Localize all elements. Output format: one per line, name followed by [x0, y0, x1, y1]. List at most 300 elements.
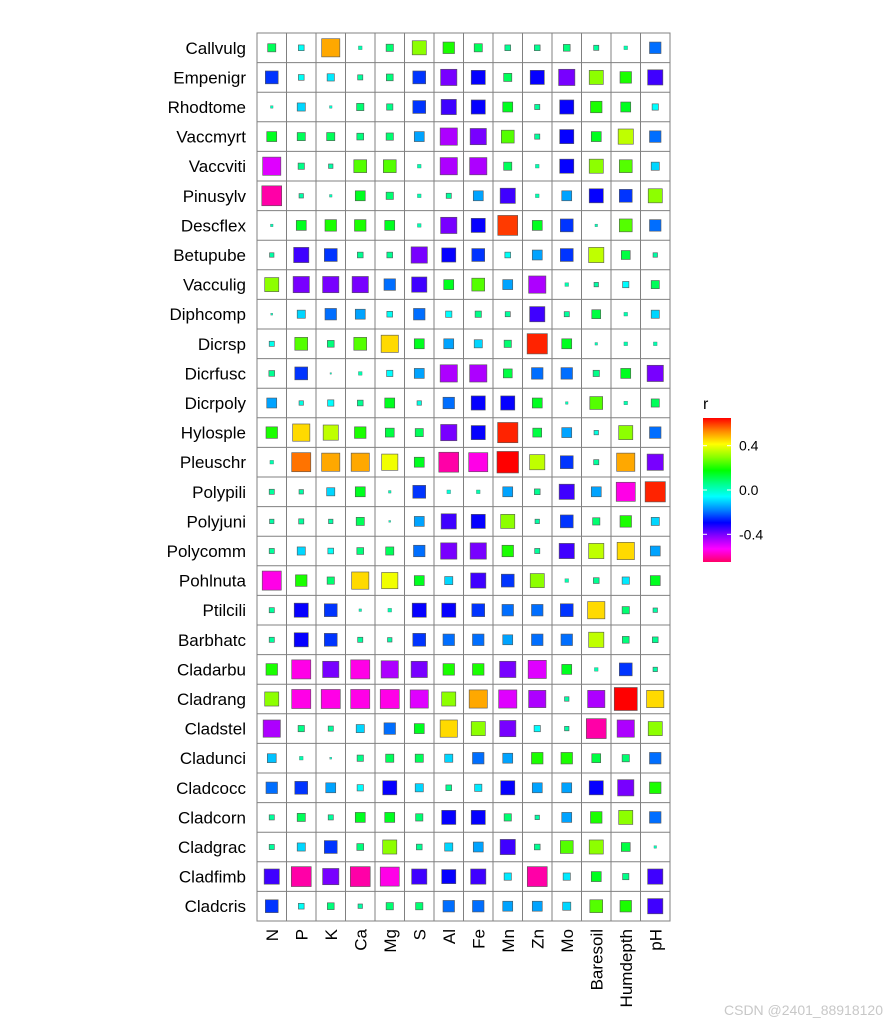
- cell-Cladunci-Al: [445, 754, 453, 762]
- row-label: Polypili: [192, 482, 246, 502]
- cell-Pinusylv-Mo: [562, 191, 572, 201]
- cell-Vacculig-K: [323, 276, 339, 292]
- cell-Polycomm-Fe: [470, 543, 486, 559]
- cell-Betupube-K: [324, 249, 337, 262]
- cell-Polycomm-P: [297, 547, 305, 555]
- cell-Cladrang-P: [292, 689, 311, 708]
- cell-Vacculig-Al: [444, 280, 454, 290]
- cell-Dicrfusc-S: [414, 368, 424, 378]
- cell-Cladrang-S: [410, 690, 428, 708]
- row-label: Cladstel: [184, 719, 246, 739]
- cell-Callvulg-pH: [650, 42, 662, 54]
- cell-Callvulg-Fe: [474, 44, 482, 52]
- cell-Pinusylv-K: [329, 195, 332, 198]
- cell-Hylosple-P: [293, 424, 310, 441]
- cell-Cladcris-Humdepth: [620, 900, 632, 912]
- cell-Ptilcili-S: [412, 603, 426, 617]
- cell-Dicrfusc-Mn: [503, 369, 512, 378]
- cell-Diphcomp-P: [297, 310, 305, 318]
- cell-Cladcorn-Zn: [535, 815, 539, 819]
- cell-Polycomm-Mo: [559, 543, 574, 558]
- cell-Cladcocc-K: [326, 783, 336, 793]
- row-label: Vaccmyrt: [176, 127, 246, 147]
- cell-Vaccviti-Humdepth: [619, 160, 632, 173]
- column-label: Al: [439, 929, 459, 945]
- cell-Cladarbu-Fe: [473, 664, 485, 676]
- cell-Cladcocc-Al: [446, 785, 452, 791]
- cell-Dicrfusc-Al: [440, 365, 457, 382]
- cell-Cladgrac-Mo: [560, 841, 573, 854]
- cell-Cladcris-Al: [443, 900, 455, 912]
- cell-Cladrang-Zn: [529, 690, 546, 707]
- cell-Polypili-Mg: [388, 491, 391, 494]
- cell-Vacculig-Mg: [384, 279, 396, 291]
- cell-Cladunci-P: [299, 756, 303, 760]
- cell-Callvulg-Mn: [505, 45, 511, 51]
- cell-Vacculig-Zn: [529, 276, 546, 293]
- cell-Diphcomp-Al: [446, 311, 452, 317]
- cell-Cladcocc-N: [266, 782, 278, 794]
- cell-Cladrang-Al: [442, 692, 456, 706]
- cell-Cladgrac-Mn: [500, 839, 515, 854]
- cell-Barbhatc-pH: [652, 637, 658, 643]
- cell-Polypili-N: [269, 489, 274, 494]
- cell-Vaccmyrt-Mg: [386, 133, 393, 140]
- cell-Cladcocc-Ca: [357, 785, 363, 791]
- cell-Polyjuni-Mo: [560, 515, 573, 528]
- cell-Betupube-Ca: [357, 252, 363, 258]
- cell-Polypili-Mo: [559, 484, 574, 499]
- cell-Cladgrac-K: [324, 841, 337, 854]
- cell-Polyjuni-Ca: [356, 517, 364, 525]
- row-label: Pleuschr: [179, 453, 246, 473]
- cell-Empenigr-S: [413, 71, 426, 84]
- cell-Cladrang-Mg: [380, 689, 399, 708]
- cell-Cladcocc-Baresoil: [589, 781, 603, 795]
- cell-Betupube-N: [270, 253, 274, 257]
- cell-Polypili-Ca: [355, 487, 365, 497]
- cell-Cladunci-S: [415, 754, 423, 762]
- cell-Vaccmyrt-Fe: [470, 128, 486, 144]
- cell-Polypili-K: [327, 488, 335, 496]
- cell-Callvulg-N: [268, 44, 276, 52]
- cell-Vaccviti-Zn: [535, 164, 539, 168]
- cell-Cladunci-Ca: [357, 755, 363, 761]
- cell-Cladfimb-Baresoil: [591, 872, 601, 882]
- cell-Cladrang-Fe: [469, 690, 487, 708]
- cell-Cladunci-pH: [650, 752, 662, 764]
- cell-Vaccviti-Al: [440, 158, 457, 175]
- column-label: S: [410, 929, 430, 941]
- cell-Cladfimb-Mn: [504, 873, 511, 880]
- watermark: CSDN @2401_88918120: [724, 1002, 883, 1018]
- column-label: P: [292, 929, 312, 941]
- cell-Polycomm-Al: [441, 543, 457, 559]
- cell-Descflex-Baresoil: [595, 224, 598, 227]
- cell-Cladarbu-Zn: [528, 660, 546, 678]
- cell-Diphcomp-Humdepth: [624, 312, 628, 316]
- cell-Polycomm-Baresoil: [589, 543, 604, 558]
- cell-Polyjuni-Mg: [389, 520, 391, 522]
- cell-Ptilcili-pH: [653, 608, 657, 612]
- cell-Callvulg-Baresoil: [594, 45, 599, 50]
- cell-Descflex-pH: [650, 220, 662, 232]
- row-label: Cladarbu: [177, 660, 246, 680]
- cell-Descflex-Fe: [471, 218, 485, 232]
- cell-Hylosple-S: [415, 429, 423, 437]
- column-label: Mn: [498, 929, 518, 953]
- cell-Pleuschr-Mo: [560, 456, 573, 469]
- cell-Cladstel-Fe: [471, 722, 485, 736]
- legend-title: r: [703, 396, 709, 413]
- cell-Dicrpoly-Mn: [501, 396, 515, 410]
- cell-Polycomm-Humdepth: [617, 542, 634, 559]
- cell-Cladcorn-N: [269, 815, 274, 820]
- cell-Barbhatc-Mg: [388, 638, 392, 642]
- cell-Pohlnuta-Al: [445, 577, 453, 585]
- cell-Cladgrac-Zn: [534, 844, 540, 850]
- cell-Vaccmyrt-N: [267, 132, 277, 142]
- cell-Cladgrac-Mg: [383, 840, 397, 854]
- cell-Polyjuni-K: [329, 519, 333, 523]
- cell-Ptilcili-Al: [442, 603, 456, 617]
- row-label: Cladrang: [177, 690, 246, 709]
- cell-Rhodtome-Baresoil: [591, 101, 603, 113]
- cell-Hylosple-Mg: [385, 428, 394, 437]
- cell-Dicrfusc-Ca: [358, 372, 362, 376]
- cell-Hylosple-Al: [441, 424, 457, 440]
- cell-Dicrsp-pH: [653, 342, 657, 346]
- cell-Cladstel-Humdepth: [617, 720, 634, 737]
- cell-Rhodtome-P: [297, 103, 305, 111]
- cell-Pleuschr-Baresoil: [594, 460, 599, 465]
- cell-Cladarbu-Al: [443, 664, 455, 676]
- cell-Polypili-S: [413, 485, 426, 498]
- cell-Dicrfusc-Zn: [532, 368, 544, 380]
- cell-Barbhatc-Mn: [503, 635, 513, 645]
- cell-Pinusylv-pH: [648, 189, 662, 203]
- cell-Barbhatc-Baresoil: [589, 632, 604, 647]
- cell-Callvulg-Humdepth: [624, 46, 628, 50]
- cell-Rhodtome-Humdepth: [621, 102, 631, 112]
- row-label: Polycomm: [166, 542, 246, 561]
- cell-Cladcorn-pH: [650, 812, 662, 824]
- cell-Pohlnuta-Humdepth: [622, 577, 629, 584]
- row-label: Barbhatc: [177, 630, 246, 650]
- cell-Cladfimb-pH: [648, 869, 663, 884]
- cell-Cladarbu-Mn: [500, 661, 516, 677]
- cell-Vaccviti-S: [417, 164, 421, 168]
- cell-Dicrfusc-Humdepth: [621, 368, 631, 378]
- cell-Descflex-Zn: [532, 220, 542, 230]
- cell-Pohlnuta-K: [327, 577, 334, 584]
- cell-Polycomm-N: [269, 548, 274, 553]
- cell-Dicrpoly-Baresoil: [590, 397, 603, 410]
- cell-Rhodtome-Ca: [357, 103, 364, 110]
- cell-Cladunci-K: [330, 757, 332, 759]
- cell-Pinusylv-Humdepth: [619, 189, 632, 202]
- cell-Pleuschr-Mg: [382, 454, 398, 470]
- cell-Cladcorn-S: [416, 814, 423, 821]
- cell-Vaccmyrt-K: [327, 133, 335, 141]
- cell-Cladarbu-Baresoil: [594, 668, 598, 672]
- cell-Vaccviti-Mg: [383, 160, 396, 173]
- cell-Barbhatc-Zn: [532, 634, 544, 646]
- cell-Dicrpoly-N: [267, 398, 277, 408]
- cell-Polypili-Al: [447, 490, 451, 494]
- cell-Cladunci-N: [267, 754, 276, 763]
- cell-Cladfimb-Mg: [380, 867, 399, 886]
- row-label: Cladcorn: [177, 808, 246, 828]
- cell-Vaccmyrt-Al: [440, 128, 457, 145]
- cell-Cladarbu-K: [323, 661, 339, 677]
- cell-Cladcorn-Mg: [385, 812, 395, 822]
- column-label: N: [262, 929, 282, 942]
- cell-Dicrsp-K: [327, 340, 334, 347]
- cell-Polyjuni-Al: [441, 514, 456, 529]
- cell-Cladfimb-K: [323, 868, 339, 884]
- cell-Pleuschr-K: [322, 453, 340, 471]
- cell-Cladcorn-Mn: [504, 814, 511, 821]
- cell-Dicrsp-Ca: [354, 337, 367, 350]
- cell-Callvulg-Al: [443, 42, 455, 54]
- cell-Ptilcili-Zn: [532, 604, 544, 616]
- column-label: Humdepth: [616, 929, 636, 1008]
- cell-Cladrang-Baresoil: [588, 690, 605, 707]
- cell-Barbhatc-Mo: [561, 634, 573, 646]
- cell-Polyjuni-N: [270, 519, 274, 523]
- cell-Pohlnuta-Mg: [382, 572, 398, 588]
- cell-Cladarbu-Ca: [351, 660, 370, 679]
- cell-Empenigr-Mn: [504, 73, 512, 81]
- row-label: Ptilcili: [202, 601, 246, 621]
- cell-Callvulg-P: [298, 45, 304, 51]
- cell-Ptilcili-Fe: [472, 604, 485, 617]
- cell-Vaccviti-K: [329, 164, 333, 168]
- cell-Diphcomp-K: [325, 308, 337, 320]
- cell-Vaccviti-Fe: [470, 158, 487, 175]
- cell-Dicrfusc-N: [269, 371, 275, 377]
- cell-Pinusylv-N: [262, 186, 282, 206]
- cell-Dicrsp-Mg: [381, 335, 398, 352]
- cell-Cladarbu-N: [266, 664, 278, 676]
- cell-Cladstel-P: [298, 725, 304, 731]
- cell-Cladcorn-Fe: [471, 810, 485, 824]
- cell-Cladcris-Mn: [503, 901, 513, 911]
- cell-Rhodtome-Al: [441, 99, 456, 114]
- cell-Ptilcili-Humdepth: [622, 607, 629, 614]
- legend-colorbar: [703, 418, 731, 562]
- cell-Cladfimb-Al: [442, 870, 456, 884]
- cell-Cladrang-N: [265, 692, 279, 706]
- cell-Pohlnuta-S: [414, 576, 424, 586]
- cell-Rhodtome-N: [270, 106, 273, 109]
- cell-Polypili-Mn: [503, 487, 513, 497]
- cell-Pinusylv-P: [299, 194, 303, 198]
- cell-Empenigr-Baresoil: [589, 70, 603, 84]
- cell-Polypili-P: [299, 490, 303, 494]
- cell-Polycomm-Zn: [535, 548, 540, 553]
- color-legend: [703, 396, 763, 562]
- cell-Cladarbu-S: [411, 661, 427, 677]
- cell-Pohlnuta-Baresoil: [593, 578, 599, 584]
- cell-Descflex-K: [325, 220, 337, 232]
- cell-Pleuschr-S: [414, 457, 424, 467]
- cell-Cladcris-K: [327, 903, 334, 910]
- cell-Cladstel-Mo: [565, 726, 569, 730]
- cell-Cladrang-pH: [647, 690, 664, 707]
- cell-Cladcocc-Fe: [475, 784, 482, 791]
- cell-Dicrfusc-pH: [647, 365, 663, 381]
- cell-Ptilcili-Mo: [560, 604, 573, 617]
- cell-Cladunci-Zn: [532, 752, 544, 764]
- row-label: Vaccviti: [188, 157, 246, 177]
- cell-Polypili-Zn: [534, 489, 540, 495]
- cell-Vacculig-Mo: [565, 283, 569, 287]
- cell-Cladfimb-Ca: [350, 867, 370, 887]
- cell-Pinusylv-Mn: [500, 188, 515, 203]
- cell-Cladstel-pH: [648, 722, 662, 736]
- cell-Vaccviti-P: [298, 163, 304, 169]
- cell-Pohlnuta-Zn: [530, 574, 544, 588]
- cell-Callvulg-Zn: [534, 45, 540, 51]
- cell-Dicrpoly-S: [417, 401, 421, 405]
- cell-Empenigr-Ca: [358, 75, 363, 80]
- row-label: Cladcris: [184, 897, 246, 917]
- cell-Cladcorn-Mo: [562, 812, 572, 822]
- column-label: K: [321, 929, 341, 941]
- cell-Dicrpoly-Mg: [385, 398, 395, 408]
- cell-Cladrang-Mo: [565, 697, 569, 701]
- cell-Rhodtome-pH: [652, 104, 658, 110]
- cell-Cladgrac-P: [297, 843, 305, 851]
- cell-Descflex-P: [296, 220, 306, 230]
- cell-Hylosple-Baresoil: [594, 430, 598, 434]
- cell-Vaccmyrt-Humdepth: [618, 129, 633, 144]
- cell-Polyjuni-Baresoil: [593, 518, 600, 525]
- cell-Vaccmyrt-S: [414, 132, 424, 142]
- cell-Dicrsp-N: [269, 341, 274, 346]
- cell-Betupube-pH: [653, 253, 657, 257]
- cell-Empenigr-Zn: [530, 70, 544, 84]
- cell-Diphcomp-N: [271, 313, 273, 315]
- cell-Descflex-Humdepth: [619, 219, 632, 232]
- cell-Diphcomp-S: [414, 308, 426, 320]
- cell-Polypili-pH: [645, 482, 665, 502]
- cell-Dicrpoly-Ca: [357, 400, 363, 406]
- cell-Vaccviti-pH: [651, 162, 659, 170]
- cell-Vaccviti-N: [263, 157, 281, 175]
- cell-Cladcorn-Humdepth: [619, 810, 633, 824]
- cell-Diphcomp-Zn: [530, 307, 545, 322]
- cell-Rhodtome-Mo: [560, 100, 574, 114]
- cell-Rhodtome-S: [413, 101, 426, 114]
- cell-Descflex-Al: [441, 217, 457, 233]
- cell-Cladfimb-N: [264, 869, 279, 884]
- cell-Vaccviti-Mn: [504, 162, 512, 170]
- cell-Pinusylv-Fe: [473, 191, 483, 201]
- cell-Ptilcili-P: [294, 603, 308, 617]
- cell-Ptilcili-Baresoil: [588, 602, 605, 619]
- cell-Polyjuni-P: [299, 519, 304, 524]
- row-label: Rhodtome: [167, 98, 246, 117]
- cell-Hylosple-Fe: [471, 426, 485, 440]
- cell-Hylosple-Mo: [562, 428, 572, 438]
- cell-Pohlnuta-N: [262, 571, 281, 590]
- column-label: Fe: [469, 929, 489, 949]
- cell-Cladrang-Humdepth: [614, 688, 637, 711]
- cell-Vaccmyrt-Baresoil: [591, 132, 601, 142]
- cell-Cladcorn-Baresoil: [591, 812, 603, 824]
- cell-Pinusylv-Al: [446, 193, 451, 198]
- cell-Empenigr-P: [298, 75, 304, 81]
- cell-Dicrpoly-Mo: [565, 402, 568, 405]
- cell-Callvulg-K: [322, 39, 340, 57]
- cell-Polyjuni-Fe: [471, 514, 485, 528]
- cell-Pleuschr-Ca: [351, 453, 369, 471]
- cell-Cladfimb-Zn: [527, 867, 547, 887]
- cell-Diphcomp-Fe: [475, 311, 481, 317]
- cell-Cladunci-Humdepth: [622, 755, 629, 762]
- cell-Pleuschr-P: [292, 453, 311, 472]
- cell-Cladstel-Mn: [500, 720, 516, 736]
- cell-Dicrsp-Baresoil: [595, 343, 598, 346]
- cell-Barbhatc-N: [269, 637, 274, 642]
- cell-Pleuschr-Al: [439, 452, 459, 472]
- cell-Vacculig-Humdepth: [623, 281, 629, 287]
- cell-Cladstel-N: [263, 720, 280, 737]
- cell-Rhodtome-Mg: [387, 104, 393, 110]
- cell-Pohlnuta-Ca: [352, 572, 369, 589]
- column-labels: [263, 928, 666, 1007]
- cell-Dicrpoly-Al: [443, 397, 455, 409]
- row-label: Dicrpoly: [184, 394, 246, 413]
- cell-Hylosple-Humdepth: [619, 426, 633, 440]
- cell-Vacculig-Mn: [503, 280, 513, 290]
- cell-Callvulg-Ca: [358, 46, 362, 50]
- cell-Cladgrac-pH: [654, 846, 657, 849]
- cell-Descflex-N: [270, 224, 273, 227]
- cell-Pinusylv-S: [417, 194, 421, 198]
- cell-Ptilcili-Mn: [502, 604, 514, 616]
- column-label: Mo: [557, 929, 577, 953]
- cell-Dicrpoly-P: [299, 401, 303, 405]
- cell-Vaccviti-Mo: [560, 159, 574, 173]
- cell-Dicrsp-P: [295, 337, 308, 350]
- cell-Cladcris-Fe: [473, 900, 485, 912]
- cell-Dicrpoly-Zn: [532, 398, 542, 408]
- legend-tick-label: -0.4: [739, 526, 764, 543]
- cell-Hylosple-N: [266, 427, 278, 439]
- column-label: Ca: [351, 929, 371, 951]
- cell-Dicrsp-Mn: [504, 340, 511, 347]
- cell-Dicrsp-Humdepth: [624, 342, 628, 346]
- cell-Vacculig-pH: [651, 281, 659, 289]
- cell-Vaccmyrt-pH: [650, 131, 662, 143]
- cell-Ptilcili-Ca: [359, 609, 362, 612]
- cell-Vacculig-Fe: [472, 278, 485, 291]
- cell-Diphcomp-Ca: [355, 309, 365, 319]
- cell-Betupube-Mo: [560, 249, 573, 262]
- cell-Barbhatc-K: [324, 633, 337, 646]
- cell-Cladcorn-Ca: [355, 812, 365, 822]
- cell-Hylosple-Zn: [533, 428, 542, 437]
- row-label: Empenigr: [173, 68, 246, 88]
- cell-Ptilcili-K: [324, 604, 337, 617]
- cell-Callvulg-S: [412, 41, 426, 55]
- cell-Polyjuni-S: [414, 516, 424, 526]
- cell-Polyjuni-Mn: [501, 514, 515, 528]
